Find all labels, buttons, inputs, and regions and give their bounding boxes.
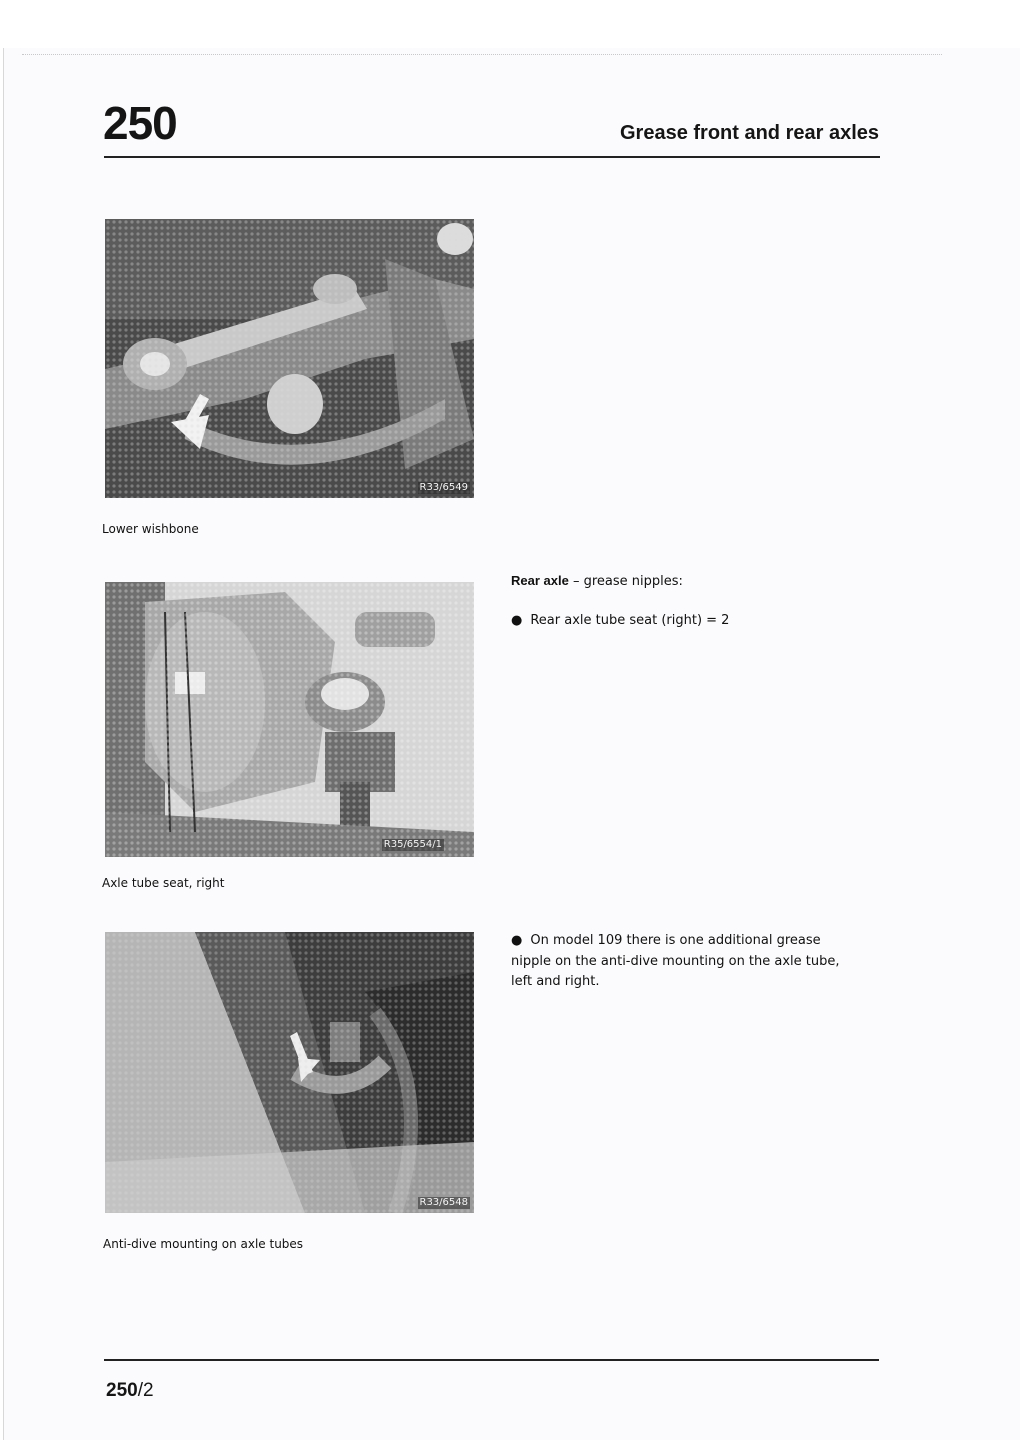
photo-reference-number: R33/6548 — [419, 1197, 468, 1208]
photo-reference-number: R35/6554/1 — [383, 839, 442, 850]
page-section: 250 — [106, 1380, 138, 1401]
figure-caption: Lower wishbone — [102, 522, 199, 536]
rear-axle-heading-suffix: – grease nipples: — [568, 574, 683, 589]
photo-reference-number: R33/6549 — [419, 482, 468, 493]
bullet-item — [511, 931, 861, 993]
figure-caption: Axle tube seat, right — [102, 876, 225, 890]
bullet-item — [511, 611, 729, 631]
rear-axle-heading-line — [511, 571, 683, 592]
section-title: Grease front and rear axles — [619, 122, 879, 144]
bullet-text: On model 109 there is one additional grease nipple on the anti-dive mounting on the axle tube, left and right. — [511, 933, 840, 989]
photo-anti-dive-mounting — [105, 932, 474, 1213]
figure-caption: Anti-dive mounting on axle tubes — [103, 1237, 304, 1251]
photo-lower-wishbone — [105, 219, 474, 498]
bullet-icon: ● — [511, 613, 523, 628]
bullet-icon: ● — [511, 933, 523, 948]
top-scan-rule — [22, 54, 942, 55]
section-number: 250 — [103, 97, 177, 149]
rear-axle-heading: Rear axle — [511, 573, 569, 588]
document-page — [3, 48, 1020, 1440]
footer-rule — [104, 1359, 879, 1361]
header-rule — [104, 156, 880, 158]
page-number — [106, 1380, 154, 1402]
bullet-text: Rear axle tube seat (right) = 2 — [530, 613, 730, 628]
photo-axle-tube-seat — [105, 582, 474, 857]
page-index: /2 — [137, 1380, 154, 1401]
